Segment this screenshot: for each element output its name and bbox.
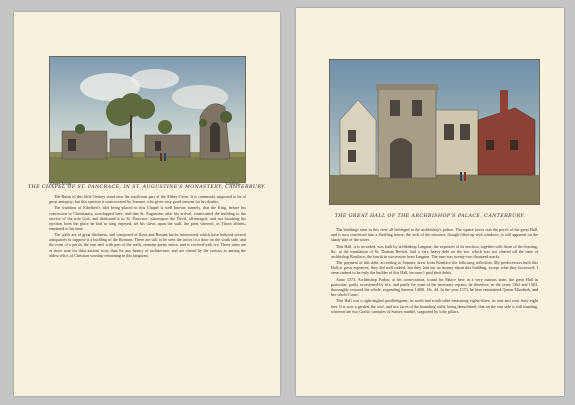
- paragraph: This Hall was a right-angled parallelogram, its north and south sides measuring eighty-three, its east and west forty-eight feet. It is now a garden, the roof, and two faces of the bounding walls, being demolished; that on the east side is still standing, whereon are two Gothic canopies of Sussex marble, supported by lofty pillars.: [331, 298, 538, 314]
- plate-caption: THE GREAT HALL OF THE ARCHBISHOP'S PALACE, CANTERBURY.: [334, 214, 526, 219]
- description-text: [49, 194, 246, 259]
- left-print-page: [14, 12, 280, 396]
- paragraph: The buildings seen in this view all belonged to the archbishop's palace. The square tower was the porch of the great Hall, and is now converted into a dwelling house; the arch of the entrance, though filled up with windows, is still apparent on the shady side of the tower.: [331, 227, 538, 243]
- chapel-ruins-illustration: [50, 57, 245, 182]
- paragraph: The Ruins of this little Oratory stand near the south-east part of the Abbey-Close. It is commonly supposed to be of great antiquity; but this opinion is controverted by Somner, who gives very good reasons for his doubts.: [49, 194, 246, 205]
- great-hall-engraving: [329, 59, 540, 205]
- paragraph: This Hall, it is recorded, was built by archbishop Langton; the expences of its erection, together with those of the feasting, &c. at the translation of St. Thomas Becket, laid a very heavy debt on the see, which was not cleared till the time of archbishop Boniface, the fourth in succession from Langton. The sum was twenty-two thousand marks.: [331, 243, 538, 259]
- paragraph: The tradition of Ethelbert's idol being placed in this Chapel is well known; namely, that the King, before his conversion to Christianity, worshipped here, and that St. Augustine, after his arrival, consecrated the building to the service of the true God, and dedicated it to St. Pancrace: whereupon the Devil, all-enraged, and not brooking his ejection from the place he had so long enjoyed, set his claws upon the wall, the print whereof, as Thorn affirms, remained to his time.: [49, 205, 246, 231]
- chapel-ruins-engraving: [49, 56, 246, 183]
- plate-caption: THE CHAPEL OF ST. PANCRACE, IN ST. AUGUSTINE'S MONASTERY, CANTERBURY.: [27, 185, 267, 190]
- engraver-credit-right: Godfrey: [226, 182, 241, 186]
- paragraph: Anno 1573, Archbishop Parker, at his consecration, found his Palace here in a very ruinous state, the great Hall in particular, partly occasioned by fire, and partly for want of the necessary repairs; he therefore, in the years 1562 and 1563, thoroughly restored the whole, expending thereon 1400l. 13s. 4d. In the year 1573, he here entertained Queen Elizabeth, and her whole Court.: [331, 276, 538, 298]
- great-hall-illustration: [330, 60, 539, 204]
- description-text: [331, 227, 538, 315]
- paragraph: The walls are of great thickness, and composed of flints and Roman bricks intermixed, which have induced several antiquaries to suppose it a building of the Romans. There are still to be seen the traces of a door on the south side, and the ruins of a porch; the east end, with part of the walls, remains pretty entire, and is covered with ivy. These ruins are of more note for their ancient story than for any beauty of architecture, and are visited by the curious as among the oldest relics of Christian worship remaining in this kingdom.: [49, 232, 246, 258]
- right-print-page: [296, 8, 564, 396]
- engraver-credit-left: Sparr. sculp.: [50, 182, 73, 186]
- paragraph: The payment of this debt, according to Somner, drew from Boniface the following reflection: My predecessors built this Hall at great expences; they did well indeed, but they laid out no money about this building, except what they borrowed; I seem indeed to be truly the builder of this Hall, because I paid their debts.: [331, 260, 538, 276]
